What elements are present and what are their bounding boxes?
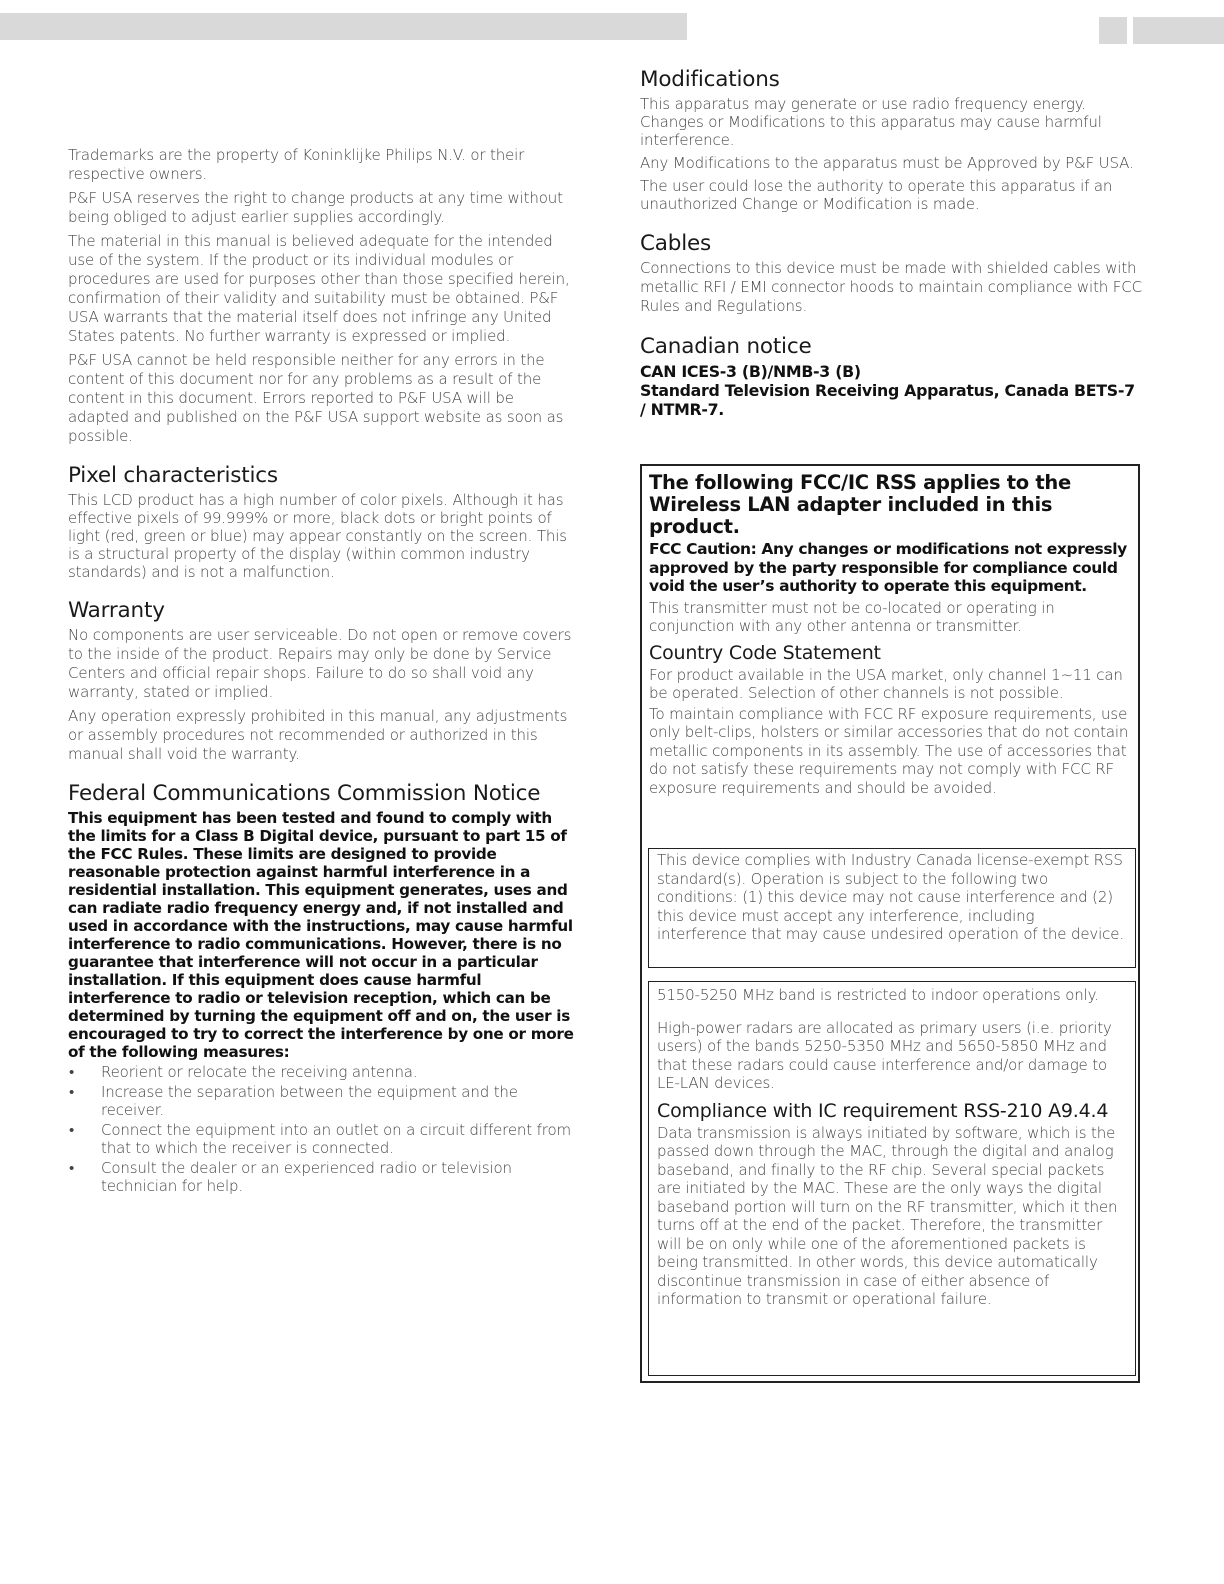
industry-canada-box (648, 848, 1136, 968)
pixel-text: This LCD product has a high number of color pixels. Although it has effective pixels of 99.999% or more, black dots or bright points of light (red, green or blue) may appear constantly on the screen. This is a structural property of the display (within common industry standards) and is not a malfunction. (68, 491, 567, 581)
bullet-icon: • (69, 1120, 75, 1139)
bullet-icon: • (69, 1082, 75, 1101)
change-notice-text: P&F USA reserves the right to change products at any time without being obliged to adjust earlier supplies accordingly. (68, 189, 563, 226)
country-code-heading: Country Code Statement (649, 641, 881, 664)
warranty-heading: Warranty (68, 598, 165, 623)
cables-heading: Cables (640, 231, 712, 256)
transmitter-text: This transmitter must not be co-located or operating in conjunction with any other antenna or transmitter. (649, 598, 1055, 635)
list-item: • Consult the dealer or an experienced radio or television technician for help. (69, 1158, 512, 1195)
trademark-text: Trademarks are the property of Koninklijke Philips N.V. or their respective owners. (68, 146, 525, 183)
list-item: • Reorient or relocate the receiving antenna. (69, 1063, 418, 1081)
header-tab (1133, 17, 1224, 44)
fcc-heading: Federal Communications Commission Notice (68, 781, 541, 806)
bullet-icon: • (69, 1063, 75, 1081)
list-item: • Increase the separation between the equipment and the receiver. (69, 1082, 518, 1119)
band-text: 5150-5250 MHz band is restricted to indoor operations only. (657, 986, 1099, 1004)
modifications-text-1: This apparatus may generate or use radio frequency energy. Changes or Modifications to this apparatus may cause harmful interference. (640, 95, 1102, 149)
header-page-marker (1099, 17, 1127, 44)
canadian-heading: Canadian notice (640, 334, 812, 359)
canadian-line-2: Standard Television Receiving Apparatus, Canada BETS-7 / NTMR-7. (640, 381, 1135, 419)
compliance-heading: Compliance with IC requirement RSS-210 A9.4.4 (657, 1099, 1109, 1122)
modifications-text-2: Any Modifications to the apparatus must be Approved by P&F USA. (640, 154, 1134, 172)
country-code-text-2: To maintain compliance with FCC RF exposure requirements, use only belt-clips, holsters or similar accessories that do not contain metallic components in its assembly. The use of accessories that do not satisfy these requirements may not comply with FCC RF exposure requirements and should be avoided. (649, 704, 1129, 797)
fcc-notice-text: This equipment has been tested and found to comply with the limits for a Class B Digital device, pursuant to part 15 of the FCC Rules. These limits are designed to provide reasonable protection against harmful interference in a residential installation. This equipment generates, uses and can radiate radio frequency energy and, if not installed and used in accordance with the instructions, may cause harmful interference to radio communications. However, there is no guarantee that interference will not occur in a particular installation. If this equipment does cause harmful interference to radio or television reception, which can be determined by turning the equipment off and on, the user is encouraged to try to correct the interference by one or more of the following measures: (68, 809, 574, 1061)
responsibility-text: P&F USA cannot be held responsible neither for any errors in the content of this document nor for any problems as a result of the content in this document. Errors reported to P&F USA will be adapted and published on the P&F USA support website as soon as possible. (68, 351, 564, 445)
band-restriction-box (648, 981, 1136, 1376)
right-column (640, 67, 1144, 419)
fcc-measures-list (68, 1063, 574, 1196)
warranty-text-1: No components are user serviceable. Do not open or remove covers to the inside of the product. Repairs may only be done by Service Centers and official repair shops. Failure to do so shall void any warranty, stated or implied. (68, 626, 572, 701)
bullet-icon: • (69, 1158, 75, 1177)
compliance-text: Data transmission is always initiated by software, which is the passed down through the MAC, through the digital and analog baseband, and finally to the RF chip. Several special packets are initiated by the MAC. These are the only ways the digital baseband portion will turn on the RF transmitter, which it then turns off at the end of the packet. Therefore, the transmitter will be on only while one of the aforementioned packets is being transmitted. In other words, this device automatically discontinue transmission in case of either absence of information to transmit or operational failure. (657, 1123, 1118, 1308)
country-code-text-1: For product available in the USA market, only channel 1~11 can be operated. Selection of other channels is not possible. (649, 665, 1123, 702)
left-column (68, 146, 574, 1197)
industry-canada-text: This device complies with Industry Canada license-exempt RSS standard(s). Operation is subject to the following two conditions: (1) this device may not cause interference and (2) this device must accept any interference, including interference that may cause undesired operation of the device. (657, 851, 1124, 943)
canadian-line-1: CAN ICES-3 (B)/NMB-3 (B) (640, 362, 861, 381)
warranty-text-2: Any operation expressly prohibited in this manual, any adjustments or assembly procedures not recommended or authorized in this manual shall void the warranty. (68, 707, 568, 763)
material-notice-text: The material in this manual is believed adequate for the intended use of the system. If the product or its individual modules or procedures are used for purposes other than those specified herein, confirmation of their validity and suitability must be obtained. P&F USA warrants that the material itself does not infringe any United States patents. No further warranty is expressed or implied. (68, 232, 570, 345)
modifications-text-3: The user could lose the authority to operate this apparatus if an unauthorized Change or Modification is made. (640, 177, 1113, 213)
wireless-lan-heading: The following FCC/IC RSS applies to the Wireless LAN adapter included in this product. (649, 471, 1071, 538)
modifications-heading: Modifications (640, 67, 780, 92)
radar-text: High-power radars are allocated as primary users (i.e. priority users) of the bands 5250-5350 MHz and 5650-5850 MHz and that these radars could cause interference and/or damage to LE-LAN devices. (657, 1018, 1112, 1092)
header-bar (0, 13, 687, 40)
cables-text: Connections to this device must be made with shielded cables with metallic RFI / EMI connector hoods to maintain compliance with FCC Rules and Regulations. (640, 259, 1142, 315)
pixel-heading: Pixel characteristics (68, 463, 278, 488)
fcc-caution-text: FCC Caution: Any changes or modifications not expressly approved by the party responsible for compliance could void the user’s authority to operate this equipment. (649, 540, 1127, 595)
list-item: • Connect the equipment into an outlet on a circuit different from that to which the receiver is connected. (69, 1120, 571, 1157)
